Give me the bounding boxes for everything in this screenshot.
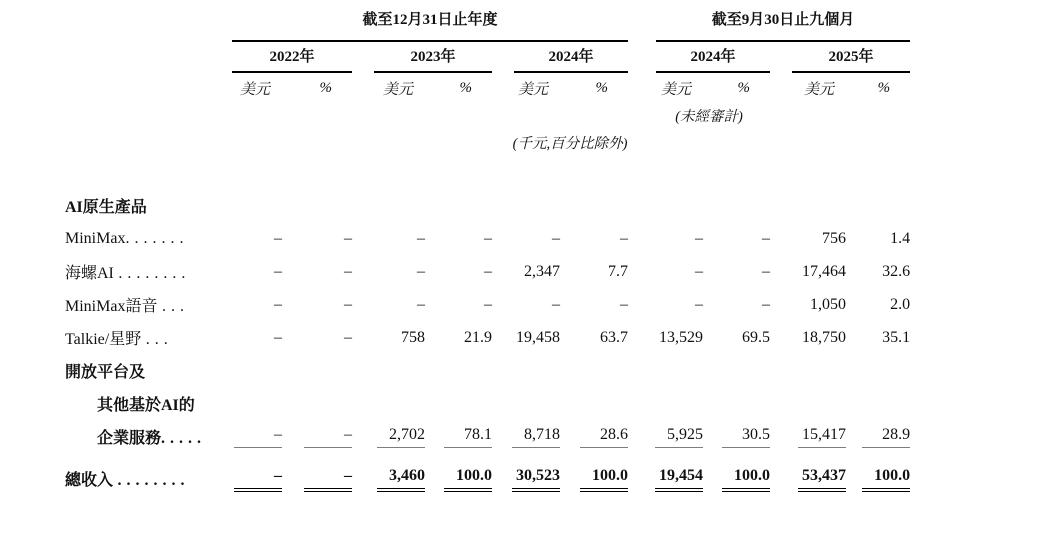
value: 17,464: [802, 262, 847, 280]
column-gap: [628, 189, 648, 222]
value: –: [695, 262, 704, 280]
value-cell: [425, 420, 492, 453]
value: –: [274, 229, 282, 247]
value: –: [234, 426, 282, 448]
column-gap: [628, 6, 648, 42]
column-gap: [628, 354, 648, 387]
units-note: (千元,百分比除外): [512, 135, 628, 152]
value: 35.1: [882, 328, 911, 346]
value: 756: [822, 229, 847, 247]
value-cell: [425, 354, 492, 387]
row-label: 開放平台及: [65, 364, 146, 381]
value: –: [234, 467, 282, 489]
annual-section-header: [230, 6, 628, 42]
value-cell: [770, 288, 846, 321]
percent-header: %: [877, 79, 891, 96]
value-cell: [352, 321, 425, 354]
header-body-gap: [65, 157, 910, 189]
percent-header: %: [319, 79, 332, 96]
interim-section-label: 截至9月30日止九個月: [656, 8, 910, 42]
value-cell: [230, 222, 282, 255]
percent-header: %: [595, 79, 609, 96]
value-cell: [770, 255, 846, 288]
table-row: [65, 321, 910, 354]
table-row: [65, 420, 910, 453]
value: –: [484, 262, 492, 280]
empty-cell: [648, 127, 910, 157]
value: –: [552, 295, 560, 313]
interim-section-header: [648, 6, 910, 42]
value: 100.0: [862, 467, 910, 489]
value-cell: [770, 189, 846, 222]
value-cell: [425, 321, 492, 354]
table-row: [65, 453, 910, 499]
value: –: [695, 229, 704, 247]
value: 13,529: [659, 328, 704, 346]
usd-header: 美元: [517, 81, 548, 98]
usd-header: 美元: [382, 81, 413, 98]
value-cell: [425, 453, 492, 499]
value-cell: [560, 321, 628, 354]
value-cell: [846, 222, 910, 255]
value-cell: [492, 354, 560, 387]
value-cell: [560, 222, 628, 255]
revenue-breakdown-table: [65, 6, 910, 499]
value-cell: [352, 354, 425, 387]
value-cell: [282, 354, 352, 387]
value-cell: [282, 321, 352, 354]
value: 100.0: [444, 467, 492, 489]
value-cell: [648, 387, 703, 420]
value: –: [762, 262, 771, 280]
value-cell: [492, 288, 560, 321]
value: –: [484, 295, 492, 313]
value: 19,458: [516, 328, 560, 346]
value-cell: [846, 288, 910, 321]
value-cell: [560, 288, 628, 321]
value: 30,523: [512, 467, 560, 489]
value-cell: [492, 453, 560, 499]
value-cell: [492, 255, 560, 288]
empty-cell: [65, 127, 492, 157]
row-label: Talkie/星野 . . .: [65, 331, 169, 348]
value-cell: [648, 420, 703, 453]
year-2023-header: [352, 42, 492, 73]
value-cell: [352, 288, 425, 321]
row-label: AI原生產品: [65, 199, 147, 216]
column-gap: [628, 42, 648, 73]
table-row: [65, 354, 910, 387]
interim-2025-header: [770, 42, 910, 73]
column-gap: [628, 453, 648, 499]
value-cell: [648, 321, 703, 354]
value-cell: [492, 321, 560, 354]
value: 32.6: [882, 262, 911, 280]
table-row: [65, 288, 910, 321]
empty-cell: [65, 157, 910, 189]
year-header-row: [65, 42, 910, 73]
table-row: [65, 255, 910, 288]
value-cell: [492, 420, 560, 453]
value: 1.4: [890, 229, 911, 247]
year-2022-label: 2022年: [232, 42, 352, 73]
value: 7.7: [608, 262, 629, 280]
value-cell: [282, 255, 352, 288]
row-label: 海螺AI . . . . . . . .: [65, 265, 186, 282]
value: –: [344, 229, 352, 247]
value: –: [484, 229, 492, 247]
value: 758: [401, 328, 425, 346]
value: 100.0: [722, 467, 770, 489]
units-note-row: [65, 127, 910, 157]
column-gap: [628, 255, 648, 288]
value-cell: [846, 453, 910, 499]
value-cell: [425, 288, 492, 321]
value-cell: [352, 387, 425, 420]
value-cell: [846, 354, 910, 387]
document-page: [0, 6, 1040, 536]
value: –: [344, 328, 352, 346]
value: 19,454: [655, 467, 703, 489]
section-header-row: [65, 6, 910, 42]
value: 53,437: [798, 467, 846, 489]
value: 2.0: [890, 295, 911, 313]
value-cell: [352, 255, 425, 288]
value: 30.5: [722, 426, 770, 448]
value-cell: [560, 189, 628, 222]
value: –: [417, 262, 425, 280]
value-cell: [770, 222, 846, 255]
value: 8,718: [512, 426, 560, 448]
value-cell: [352, 222, 425, 255]
unaudited-note-row: [65, 103, 910, 127]
value-cell: [282, 288, 352, 321]
usd-header: 美元: [239, 81, 270, 98]
value-cell: [846, 387, 910, 420]
column-gap: [628, 288, 648, 321]
value-cell: [282, 189, 352, 222]
value: 3,460: [377, 467, 425, 489]
value-cell: [230, 321, 282, 354]
usd-header: 美元: [661, 81, 692, 98]
value: 69.5: [742, 328, 771, 346]
row-label: MiniMax. . . . . . .: [65, 229, 184, 247]
dot-leader: . . . . . . . .: [113, 265, 186, 282]
value-cell: [560, 420, 628, 453]
interim-2024-label: 2024年: [656, 42, 770, 73]
value: 1,050: [810, 295, 847, 313]
empty-cell: [65, 103, 628, 127]
dot-leader: . . . . . . . .: [113, 471, 186, 489]
value-cell: [648, 354, 703, 387]
value: 21.9: [464, 328, 492, 346]
column-gap: [628, 103, 648, 127]
value: 28.9: [862, 426, 910, 448]
value: –: [344, 295, 352, 313]
row-label: 企業服務. . . . .: [97, 430, 202, 447]
year-2024-label: 2024年: [514, 42, 628, 73]
percent-header: %: [459, 79, 472, 96]
percent-header: %: [737, 79, 751, 96]
value-cell: [352, 453, 425, 499]
value-cell: [846, 420, 910, 453]
empty-cell: [770, 103, 910, 127]
value: 2,702: [377, 426, 425, 448]
value-cell: [703, 222, 770, 255]
corner-cell: [65, 42, 230, 73]
value: 28.6: [580, 426, 628, 448]
value-cell: [230, 255, 282, 288]
value: –: [762, 295, 771, 313]
value-cell: [352, 420, 425, 453]
row-label: 總收入 . . . . . . . .: [65, 471, 186, 489]
column-gap: [628, 73, 648, 103]
value-cell: [770, 453, 846, 499]
value-cell: [846, 255, 910, 288]
value-cell: [492, 222, 560, 255]
value: –: [274, 295, 282, 313]
value-cell: [648, 255, 703, 288]
value-cell: [425, 189, 492, 222]
column-gap: [628, 321, 648, 354]
value-cell: [425, 255, 492, 288]
value: 100.0: [580, 467, 628, 489]
value-cell: [230, 354, 282, 387]
value: –: [762, 229, 771, 247]
value: –: [552, 229, 560, 247]
value-cell: [282, 222, 352, 255]
value-cell: [846, 189, 910, 222]
table-row: [65, 189, 910, 222]
value-cell: [770, 321, 846, 354]
value: 63.7: [600, 328, 629, 346]
value-cell: [770, 420, 846, 453]
interim-2025-label: 2025年: [792, 42, 910, 73]
value-cell: [703, 420, 770, 453]
value-cell: [282, 453, 352, 499]
value: –: [695, 295, 704, 313]
value: 2,347: [524, 262, 560, 280]
corner-cell: [65, 6, 230, 42]
value: 15,417: [798, 426, 846, 448]
value-cell: [703, 255, 770, 288]
value-cell: [703, 288, 770, 321]
annual-section-label: 截至12月31日止年度: [232, 8, 628, 42]
value-cell: [560, 354, 628, 387]
value-cell: [492, 387, 560, 420]
value: –: [274, 262, 282, 280]
value: 5,925: [655, 426, 703, 448]
value-cell: [282, 420, 352, 453]
table-row: [65, 222, 910, 255]
value-cell: [492, 189, 560, 222]
value: –: [620, 295, 629, 313]
year-2023-label: 2023年: [374, 42, 492, 73]
value: –: [417, 295, 425, 313]
value: 18,750: [802, 328, 847, 346]
value-cell: [648, 222, 703, 255]
value-cell: [648, 189, 703, 222]
value-cell: [703, 387, 770, 420]
value-cell: [230, 189, 282, 222]
value-cell: [352, 189, 425, 222]
value-cell: [648, 453, 703, 499]
column-gap: [628, 222, 648, 255]
column-gap: [628, 387, 648, 420]
row-label: MiniMax語音 . . .: [65, 298, 185, 315]
value-cell: [425, 387, 492, 420]
dot-leader: . . .: [157, 298, 185, 315]
value-cell: [648, 288, 703, 321]
unit-header-row: [65, 73, 910, 103]
value-cell: [230, 387, 282, 420]
value-cell: [703, 453, 770, 499]
interim-2024-header: [648, 42, 770, 73]
value-cell: [230, 288, 282, 321]
dot-leader: . . . . .: [161, 430, 202, 447]
value: 78.1: [444, 426, 492, 448]
table-row: [65, 387, 910, 420]
value-cell: [703, 321, 770, 354]
table-body: [65, 189, 910, 499]
usd-header: 美元: [804, 81, 835, 98]
value-cell: [230, 453, 282, 499]
year-2024-header: [492, 42, 628, 73]
column-gap: [628, 420, 648, 453]
value-cell: [770, 354, 846, 387]
row-label: 其他基於AI的: [97, 397, 195, 414]
value: –: [304, 467, 352, 489]
value: –: [274, 328, 282, 346]
dot-leader: . . .: [141, 331, 169, 348]
value-cell: [560, 255, 628, 288]
value-cell: [703, 189, 770, 222]
value: –: [417, 229, 425, 247]
unaudited-note: (未經審計): [675, 108, 743, 125]
value-cell: [282, 387, 352, 420]
value-cell: [703, 354, 770, 387]
dot-leader: . . . . . . .: [125, 229, 184, 247]
value: –: [344, 262, 352, 280]
value-cell: [425, 222, 492, 255]
value-cell: [560, 387, 628, 420]
year-2022-header: [230, 42, 352, 73]
corner-cell: [65, 73, 230, 103]
value-cell: [560, 453, 628, 499]
value-cell: [770, 387, 846, 420]
value: –: [620, 229, 629, 247]
value-cell: [230, 420, 282, 453]
value-cell: [846, 321, 910, 354]
value: –: [304, 426, 352, 448]
